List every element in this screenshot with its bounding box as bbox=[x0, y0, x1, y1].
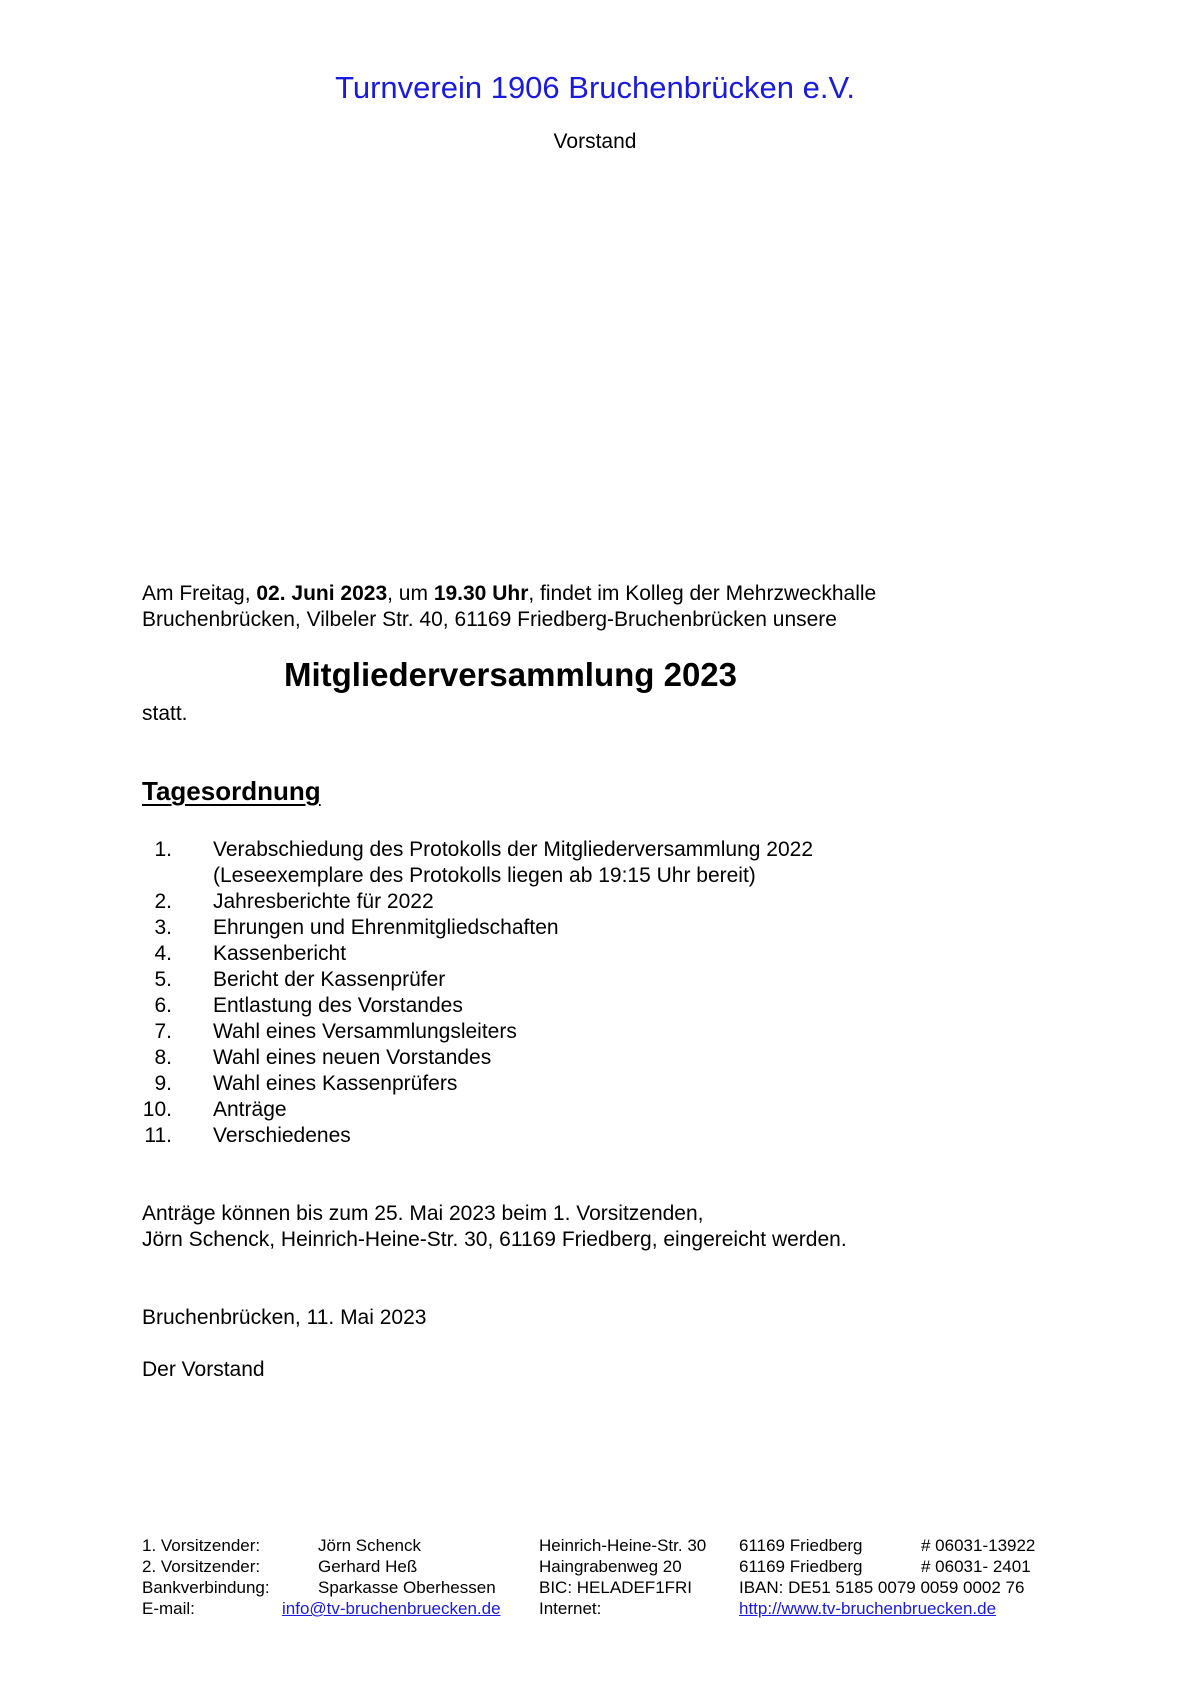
intro-text-b: , um bbox=[387, 582, 434, 605]
footer-iban: IBAN: DE51 5185 0079 0059 0002 76 bbox=[739, 1578, 1025, 1597]
agenda-item-text: Ehrungen und Ehrenmitgliedschaften bbox=[213, 916, 559, 939]
place-date: Bruchenbrücken, 11. Mai 2023 bbox=[142, 1306, 427, 1329]
meeting-headline: Mitgliederversammlung 2023 bbox=[284, 656, 738, 693]
footer-name: Gerhard Heß bbox=[318, 1557, 418, 1576]
agenda-item-number: 10. bbox=[142, 1098, 172, 1121]
agenda-item-number: 9. bbox=[154, 1072, 172, 1095]
agenda-item-text: Bericht der Kassenprüfer bbox=[213, 968, 446, 991]
email-link[interactable]: info@tv-bruchenbruecken.de bbox=[282, 1599, 501, 1618]
footer-label: 1. Vorsitzender: bbox=[142, 1536, 261, 1555]
footer-bic: BIC: HELADEF1FRI bbox=[539, 1578, 693, 1597]
agenda-item-text: Verschiedenes bbox=[213, 1124, 351, 1147]
footer-internet-label: Internet: bbox=[539, 1599, 602, 1618]
agenda-item-number: 1. bbox=[154, 838, 172, 861]
footer-city: 61169 Friedberg bbox=[739, 1557, 863, 1576]
agenda-item-number: 11. bbox=[144, 1124, 172, 1147]
footer-street: Heinrich-Heine-Str. 30 bbox=[539, 1536, 707, 1555]
agenda-title: Tagesordnung bbox=[142, 776, 321, 806]
footer-phone: # 06031-13922 bbox=[921, 1536, 1036, 1555]
agenda-item-text: Wahl eines Versammlungsleiters bbox=[213, 1020, 517, 1043]
footer-label: 2. Vorsitzender: bbox=[142, 1557, 261, 1576]
footer-label: E-mail: bbox=[142, 1599, 195, 1618]
agenda-item-number: 3. bbox=[154, 916, 172, 939]
motions-line-1: Anträge können bis zum 25. Mai 2023 beim 1. Vorsitzenden, bbox=[142, 1202, 704, 1225]
meeting-time: 19.30 Uhr bbox=[433, 582, 529, 605]
agenda-item-subtext: (Leseexemplare des Protokolls liegen ab 19:15 Uhr bereit) bbox=[213, 864, 756, 887]
agenda-item-text: Kassenbericht bbox=[213, 942, 347, 965]
footer-phone: # 06031- 2401 bbox=[921, 1557, 1031, 1576]
agenda-item-text: Entlastung des Vorstandes bbox=[213, 994, 463, 1017]
intro-text-a: Am Freitag, bbox=[142, 582, 257, 605]
agenda-item-number: 2. bbox=[154, 890, 172, 913]
footer-bank-name: Sparkasse Oberhessen bbox=[318, 1578, 496, 1597]
agenda-item-text: Jahresberichte für 2022 bbox=[213, 890, 434, 913]
intro-line-1 bbox=[142, 582, 876, 606]
agenda-item-text: Anträge bbox=[213, 1098, 287, 1121]
footer-name: Jörn Schenck bbox=[318, 1536, 421, 1555]
intro-line-2: Bruchenbrücken, Vilbeler Str. 40, 61169 Friedberg-Bruchenbrücken unsere bbox=[142, 608, 837, 631]
agenda-item-text: Wahl eines Kassenprüfers bbox=[213, 1072, 458, 1095]
footer-label: Bankverbindung: bbox=[142, 1578, 270, 1597]
department-label: Vorstand bbox=[553, 130, 637, 153]
motions-line-2: Jörn Schenck, Heinrich-Heine-Str. 30, 61169 Friedberg, eingereicht werden. bbox=[142, 1228, 847, 1251]
organization-title: Turnverein 1906 Bruchenbrücken e.V. bbox=[335, 70, 855, 105]
signature: Der Vorstand bbox=[142, 1358, 265, 1381]
agenda-item-number: 6. bbox=[154, 994, 172, 1017]
agenda-item-number: 8. bbox=[154, 1046, 172, 1069]
statt-text: statt. bbox=[142, 702, 188, 725]
agenda-item-number: 5. bbox=[154, 968, 172, 991]
agenda-item-number: 7. bbox=[154, 1020, 172, 1043]
website-link[interactable]: http://www.tv-bruchenbruecken.de bbox=[739, 1599, 997, 1618]
agenda-item-text: Wahl eines neuen Vorstandes bbox=[213, 1046, 492, 1069]
footer-city: 61169 Friedberg bbox=[739, 1536, 863, 1555]
footer-street: Haingrabenweg 20 bbox=[539, 1557, 682, 1576]
agenda-item-number: 4. bbox=[154, 942, 172, 965]
meeting-date: 02. Juni 2023 bbox=[256, 582, 388, 605]
intro-text-c: , findet im Kolleg der Mehrzweckhalle bbox=[528, 582, 877, 605]
agenda-item-text: Verabschiedung des Protokolls der Mitgliederversammlung 2022 bbox=[213, 838, 813, 861]
